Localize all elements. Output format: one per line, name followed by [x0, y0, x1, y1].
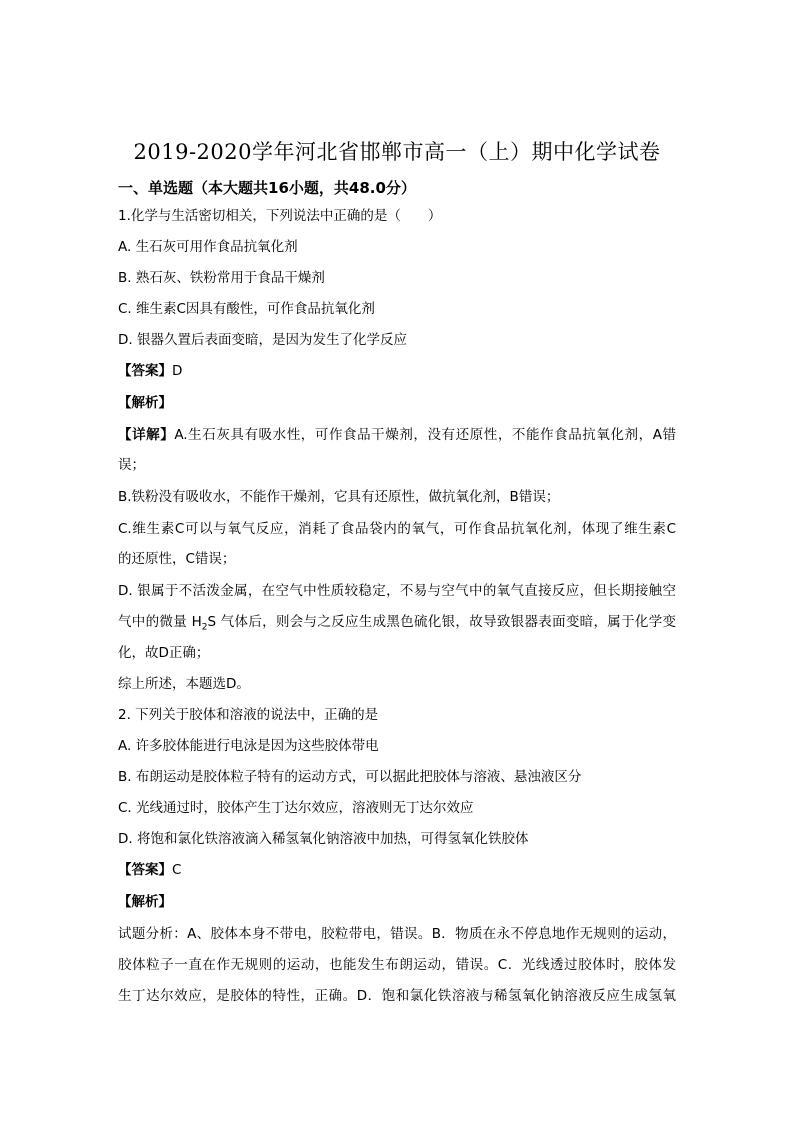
- answer-value: C: [172, 862, 182, 878]
- question-1-detail-line: [118, 426, 676, 444]
- detail-tag: 【详解】: [118, 427, 175, 443]
- question-1-detail-line: [118, 613, 676, 637]
- detail-text: A.生石灰具有吸水性，可作食品干燥剂，没有还原性，不能作食品抗氧化剂，A错: [174, 427, 676, 443]
- question-1-detail-line: D. 银属于不活泼金属，在空气中性质较稳定，不易与空气中的氧气直接反应，但长期接触空: [118, 583, 676, 599]
- question-1-detail-line: C.维生素C可以与氧气反应，消耗了食品袋内的氧气，可作食品抗氧化剂，体现了维生素C: [118, 521, 676, 537]
- question-2-option-c: C. 光线通过时，胶体产生丁达尔效应，溶液则无丁达尔效应: [118, 800, 474, 816]
- question-1-answer: [118, 362, 182, 380]
- answer-tag: 【答案】: [118, 363, 172, 379]
- question-2-analysis-line: 生丁达尔效应，是胶体的特性，正确。D．饱和氯化铁溶液与稀氢氧化钠溶液反应生成氢氧: [118, 988, 676, 1004]
- question-1-option-a: A. 生石灰可用作食品抗氧化剂: [118, 239, 298, 255]
- question-1-detail-line: 化，故D正确；: [118, 645, 210, 661]
- question-2-option-b: B. 布朗运动是胶体粒子特有的运动方式，可以据此把胶体与溶液、悬浊液区分: [118, 769, 582, 785]
- question-2-analysis-tag: 【解析】: [118, 894, 172, 910]
- question-1-summary: 综上所述，本题选D。: [118, 676, 250, 692]
- question-2-option-d: D. 将饱和氯化铁溶液滴入稀氢氧化钠溶液中加热，可得氢氧化铁胶体: [118, 831, 529, 847]
- question-2-analysis-line: 胶体粒子一直在作无规则的运动，也能发生布朗运动，错误。C．光线透过胶体时，胶体发: [118, 957, 676, 973]
- question-1-stem: 1.化学与生活密切相关，下列说法中正确的是（ ）: [118, 208, 442, 224]
- question-2-stem: 2. 下列关于胶体和溶液的说法中，正确的是: [118, 707, 379, 723]
- question-1-detail-line: B.铁粉没有吸收水，不能作干燥剂，它具有还原性，做抗氧化剂，B错误；: [118, 489, 560, 505]
- answer-tag: 【答案】: [118, 862, 172, 878]
- question-1-analysis-tag: 【解析】: [118, 395, 172, 411]
- question-1-option-b: B. 熟石灰、铁粉常用于食品干燥剂: [118, 270, 325, 286]
- page-title: 2019-2020学年河北省邯郸市高一（上）期中化学试卷: [133, 140, 661, 164]
- section-heading: 一、单选题（本大题共16小题，共48.0分）: [118, 179, 416, 197]
- question-1-detail-line: 的还原性，C错误；: [118, 551, 236, 567]
- question-1-option-c: C. 维生素C因具有酸性，可作食品抗氧化剂: [118, 301, 375, 317]
- chemical-formula: $H_2S$: [191, 614, 217, 633]
- question-1-detail-line: 误；: [118, 457, 145, 473]
- question-2-analysis-line: 试题分析：A、胶体本身不带电，胶粒带电，错误。B．物质在永不停息地作无规则的运动，: [118, 926, 676, 942]
- detail-text: 气中的微量: [118, 614, 188, 630]
- question-2-answer: [118, 861, 181, 879]
- question-2-option-a: A. 许多胶体能进行电泳是因为这些胶体带电: [118, 738, 379, 754]
- question-1-option-d: D. 银器久置后表面变暗，是因为发生了化学反应: [118, 332, 407, 348]
- answer-value: D: [172, 363, 183, 379]
- detail-text: 气体后，则会与之反应生成黑色硫化银，故导致银器表面变暗，属于化学变: [220, 614, 677, 630]
